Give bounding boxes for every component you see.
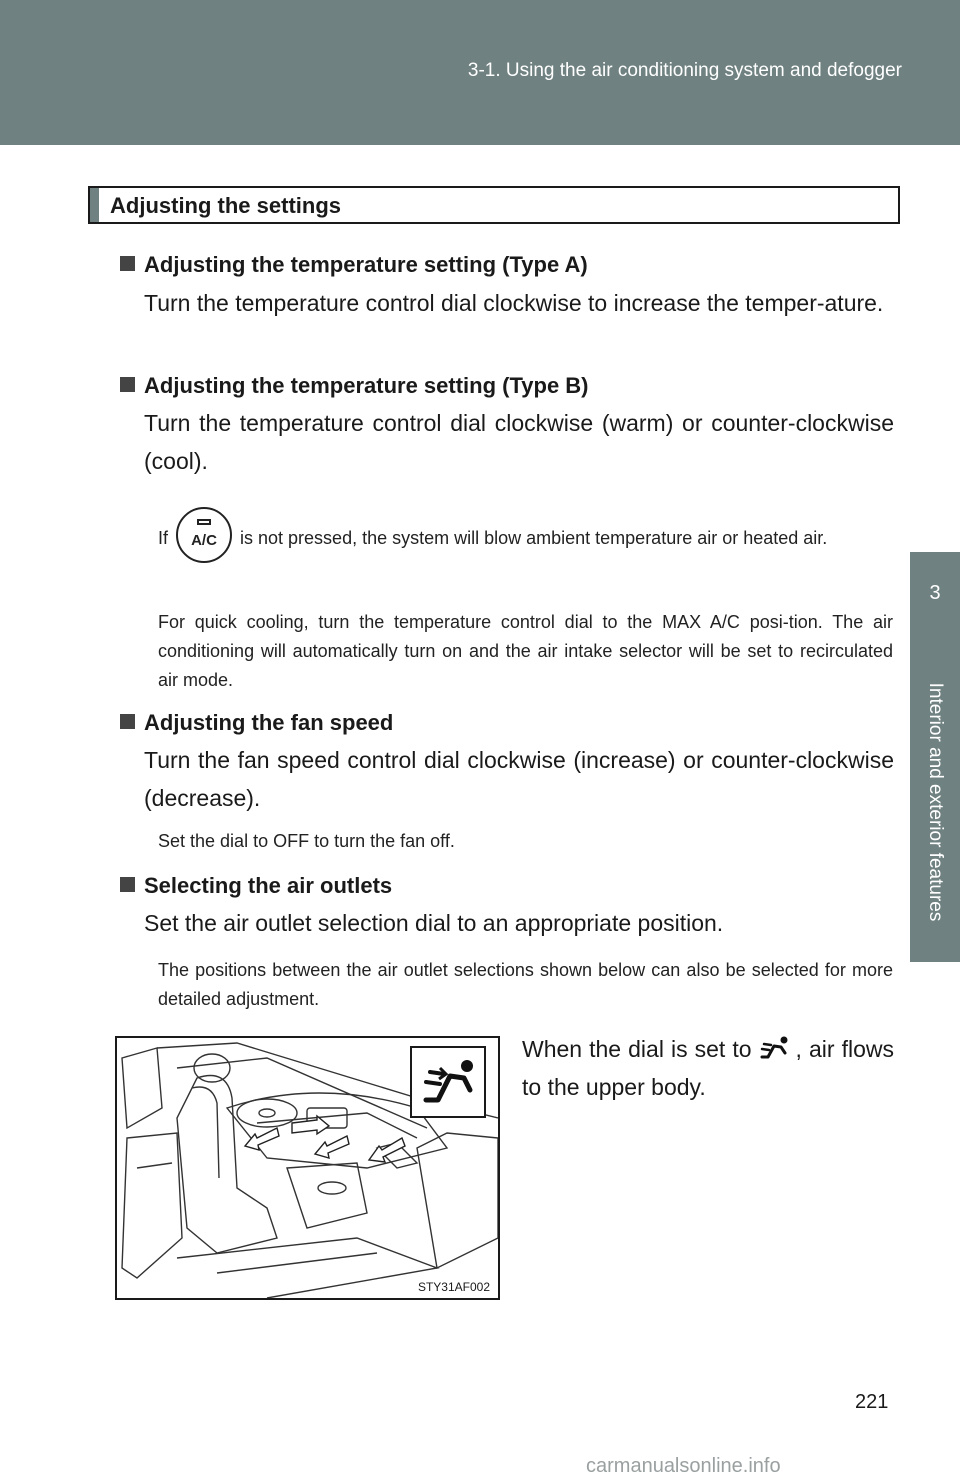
upper-body-vent-inline-icon [758,1035,790,1061]
body-temperature-type-b: Turn the temperature control dial clockwise (warm) or counter-clockwise (cool). [144,410,894,474]
note-outlet-positions: The positions between the air outlet selections shown below can also be selected for more detailed adjustment. [158,960,893,1009]
ac-button-label: A/C [191,532,217,549]
ac-button-icon [176,507,232,563]
heading-text: Adjusting the temperature setting (Type B) [144,373,589,398]
chapter-title: 3-1. Using the air conditioning system and defogger [467,60,902,81]
heading-fan-speed [120,710,393,736]
bullet-square-icon [120,877,135,892]
section-title: Adjusting the settings [110,193,341,218]
figure-caption [522,1030,894,1106]
side-chapter-tab [910,552,960,962]
car-interior-illustration [115,1036,500,1300]
bullet-square-icon [120,714,135,729]
note-prefix: If [158,527,169,548]
upper-body-vent-icon-box [410,1046,486,1118]
body-fan-speed: Turn the fan speed control dial clockwise (increase) or counter-clockwise (decrease). [144,747,894,811]
heading-text: Adjusting the fan speed [144,710,394,735]
heading-air-outlets [120,873,392,899]
body-air-outlets: Set the air outlet selection dial to an appropriate position. [144,910,724,936]
chapter-number: 3 [929,582,941,604]
caption-prefix: When the dial is set to [522,1036,752,1062]
upper-body-vent-icon [412,1048,484,1116]
note-suffix: is not pressed, the system will blow ambient temperature air or heated air. [240,527,828,548]
bullet-square-icon [120,256,135,271]
heading-temperature-type-a [120,252,588,278]
bullet-square-icon [120,377,135,392]
note-quick-cooling: For quick cooling, turn the temperature control dial to the MAX A/C posi-tion. The air conditioning will automatically turn on and the air intake selector will be set to recirculated air mode. [158,612,893,690]
page-number: 221 [855,1391,889,1413]
heading-text: Adjusting the temperature setting (Type A) [144,252,588,277]
note-ac-not-pressed [158,511,893,567]
ac-indicator [197,519,211,525]
chapter-label: Interior and exterior features [925,682,946,922]
section-header [88,186,900,224]
section-accent-bar [90,188,99,222]
note-fan-off: Set the dial to OFF to turn the fan off. [158,831,455,851]
header-band [0,0,960,145]
caption-suffix: , air flows to the upper body. [522,1036,894,1100]
heading-text: Selecting the air outlets [144,873,393,898]
body-temperature-type-a: Turn the temperature control dial clockwise to increase the temper-ature. [144,290,884,316]
heading-temperature-type-b [120,373,589,399]
figure-code: STY31AF002 [417,1280,490,1294]
watermark: carmanualsonline.info [586,1455,781,1477]
